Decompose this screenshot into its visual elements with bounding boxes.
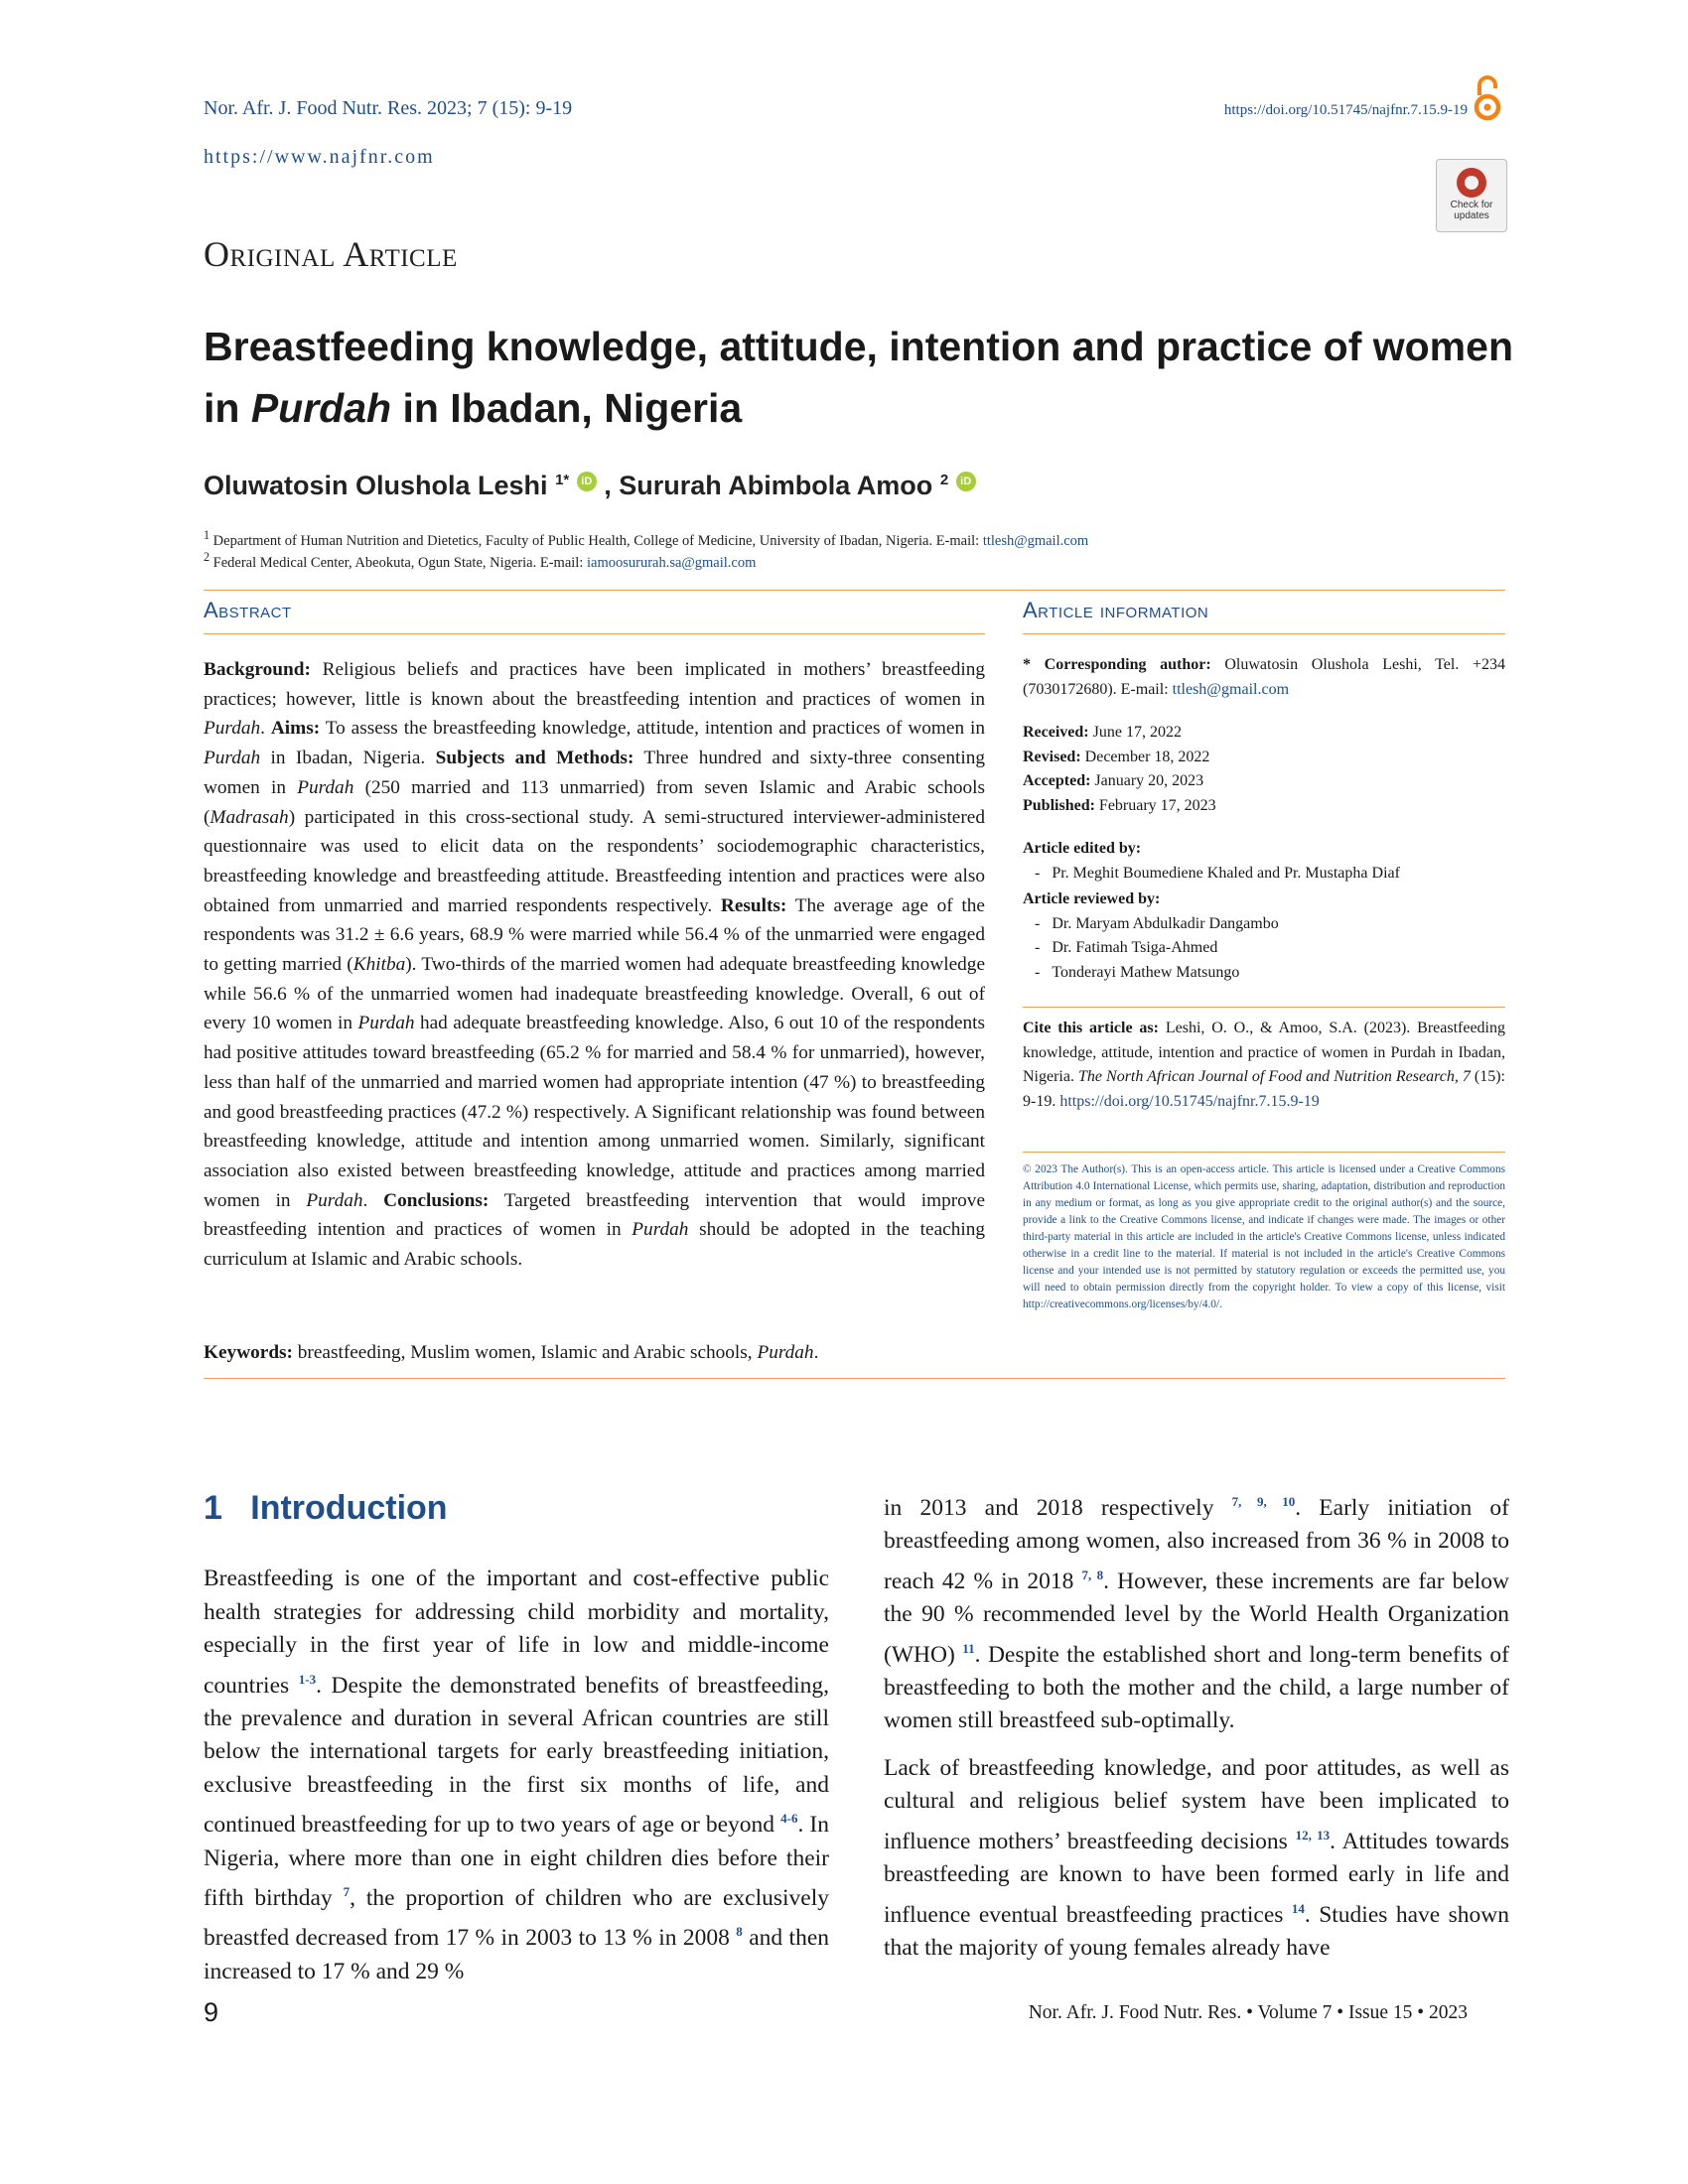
article-dates: Received: June 17, 2022 Revised: December 18, 2022 Accepted: January 20, 2023 Published: February 17, 2023 <box>1023 724 1216 814</box>
article-info-heading: Article information <box>1023 598 1209 622</box>
journal-citation: Nor. Afr. J. Food Nutr. Res. 2023; 7 (15): 9-19 <box>204 97 573 119</box>
citation-doi-link[interactable]: https://doi.org/10.51745/najfnr.7.15.9-19 <box>1059 1092 1320 1110</box>
intro-left-column: Breastfeeding is one of the important and cost-effective public health strategies for addressing child morbidity and mortality, especially in the first year of life in low and middle-income countries $^{1-3}$. Despite the demonstrated benefits of breastfeeding, the prevalence and duration in several African countries are still below the international targets for early breastfeeding initiation, exclusive breastfeeding in the first six months of life, and continued breastfeeding for up to two years of age or beyond $^{4-6}$. In Nigeria, where more than one in eight children dies before their fifth birthday $^7$, the proportion of children who are exclusively breastfed decreased from 17 % in 2003 to 13 % in 2008 $^8$ and then increased to 17 % and 29 % <box>204 1566 830 1984</box>
author-name: Oluwatosin Olushola Leshi <box>204 471 548 500</box>
affiliation-1: $^1$ Department of Human Nutrition and Dietetics, Faculty of Public Health, College of Medicine, University of Ibadan, Nigeria. E-mail: ttlesh@gmail.com <box>204 528 1089 549</box>
editor-name: Pr. Meghit Boumediene Khaled and Pr. Mustapha Diaf <box>1052 864 1400 882</box>
divider <box>204 590 1505 591</box>
divider <box>1023 1152 1505 1153</box>
journal-website-link[interactable]: https://www.najfnr.com <box>204 146 435 168</box>
abstract-body: Background: Religious beliefs and practices have been implicated in mothers’ breastfeeding practices; however, little is known about the breastfeeding intention and practices of women in Purdah. Aims: To assess the breastfeeding knowledge, attitude, intention and practices of women in Purdah in Ibadan, Nigeria. Subjects and Methods: Three hundred and sixty-three consenting women in Purdah (250 married and 113 unmarried) from seven Islamic and Arabic schools (Madrasah) participated in this cross-sectional study. A semi-structured interviewer-administered questionnaire was used to elicit data on the respondents’ sociodemographic characteristics, breastfeeding knowledge and breastfeeding attitude. Breastfeeding intention and practices were also obtained from unmarried and married respondents respectively. Results: The average age of the respondents was 31.2 ± 6.6 years, 68.9 % were married while 56.4 % of the unmarried were engaged to getting married (Khitba). Two-thirds of the married women had adequate breastfeeding knowledge while 56.6 % of the unmarried women had inadequate breastfeeding knowledge. Overall, 6 out of every 10 women in Purdah had adequate breastfeeding knowledge. Also, 6 out 10 of the respondents had positive attitudes toward breastfeeding (65.2 % for married and 58.4 % for unmarried), however, less than half of the unmarried and married women had appropriate intention (47 %) to breastfeeding and good breastfeeding practices (47.2 %) respectively. A Significant relationship was found between breastfeeding knowledge, attitude and intention among unmarried women. Similarly, significant association also existed between breastfeeding knowledge, attitude and practices among married women in Purdah. Conclusions: Targeted breastfeeding intervention that would improve breastfeeding intention and practices of women in Purdah should be adopted in the teaching curriculum at Islamic and Arabic schools. <box>204 659 986 1271</box>
footer-journal: Nor. Afr. J. Food Nutr. Res. • Volume 7 • Issue 15 • 2023 <box>1028 2002 1468 2023</box>
divider <box>1023 1007 1505 1008</box>
corresponding-email-link[interactable]: ttlesh@gmail.com <box>1172 680 1290 698</box>
check-updates-label: Check for updates <box>1450 200 1493 221</box>
orcid-icon[interactable]: iD <box>577 472 597 491</box>
doi-link[interactable]: https://doi.org/10.51745/najfnr.7.15.9-19 <box>1223 102 1468 118</box>
affiliation-2: $^2$ Federal Medical Center, Abeokuta, Ogun State, Nigeria. E-mail: iamoosururah.sa@gmail.com <box>204 550 757 571</box>
article-type: Original Article <box>204 234 458 274</box>
divider <box>204 1378 1505 1379</box>
author-list: Oluwatosin Olushola Leshi $^{1*}$ iD , Sururah Abimbola Amoo $^2$ iD <box>204 471 976 501</box>
affiliation-email-link[interactable]: ttlesh@gmail.com <box>982 532 1089 549</box>
orcid-icon[interactable]: iD <box>956 472 976 491</box>
author-name: Sururah Abimbola Amoo <box>619 471 933 500</box>
reviewer-name: Tonderayi Mathew Matsungo <box>1052 963 1240 981</box>
editors-section: Article edited by: - Pr. Meghit Boumediene Khaled and Pr. Mustapha Diaf Article reviewed by: - Dr. Maryam Abdulkadir Dangambo - Dr. Fatimah Tsiga-Ahmed - Tonderayi Mathew Matsungo <box>1023 840 1400 981</box>
article-title: Breastfeeding knowledge, attitude, intention and practice of women in Purdah in Ibadan, Nigeria <box>204 324 1513 431</box>
affiliation-email-link[interactable]: iamoosururah.sa@gmail.com <box>586 554 757 571</box>
divider <box>204 633 985 634</box>
check-updates-icon <box>1457 168 1486 198</box>
open-access-icon <box>1473 73 1502 123</box>
intro-right-column: in 2013 and 2018 respectively $^{7, 9, 10}$. Early initiation of breastfeeding among women, also increased from 36 % in 2008 to reach 42 % in 2018 $^{7, 8}$. However, these increments are far below the 90 % recommended level by the World Health Organization (WHO) $^{11}$. Despite the established short and long-term benefits of breastfeeding to both the mother and the child, a large number of women still breastfeed sub-optimally. Lack of breastfeeding knowledge, and poor attitudes, as well as cultural and religious belief system have been implicated to influence mothers’ breastfeeding decisions $^{12, 13}$. Attitudes towards breastfeeding are known to have been formed early in life and influence eventual breastfeeding practices $^{14}$. Studies have shown that the majority of young females already have <box>884 1494 1509 1962</box>
page-number: 9 <box>204 1997 219 2027</box>
reviewer-name: Dr. Maryam Abdulkadir Dangambo <box>1052 914 1279 932</box>
abstract-heading: Abstract <box>204 598 292 622</box>
corresponding-author: * Corresponding author: Oluwatosin Olushola Leshi, Tel. +234 (7030172680). E-mail: ttlesh@gmail.com <box>1023 656 1506 698</box>
check-for-updates-badge[interactable] <box>1436 159 1507 232</box>
reviewer-name: Dr. Fatimah Tsiga-Ahmed <box>1052 939 1218 956</box>
keywords: Keywords: breastfeeding, Muslim women, Islamic and Arabic schools, Purdah. <box>204 1342 819 1363</box>
divider <box>1023 633 1505 634</box>
license-text: © 2023 The Author(s). This is an open-access article. This article is licensed under a Creative Commons Attribution 4.0 International License, which permits use, sharing, adaptation, distribution and reproduction in any medium or format, as long as you give appropriate credit to the original author(s) and the source, provide a link to the Creative Commons license, and indicate if changes were made. The images or other third-party material in this article are included in the article's Creative Commons license, unless indicated otherwise in a credit line to the material. If material is not included in the article's Creative Commons license and your intended use is not permitted by statutory regulation or exceeds the permitted use, you will need to obtain permission directly from the copyright holder. To view a copy of this license, visit http://creativecommons.org/licenses/by/4.0/. <box>1023 1163 1505 1310</box>
citation: Cite this article as: Leshi, O. O., & Amoo, S.A. (2023). Breastfeeding knowledge, attitude, intention and practice of women in Purdah in Ibadan, Nigeria. The North African Journal of Food and Nutrition Research, 7 (15): 9-19. https://doi.org/10.51745/najfnr.7.15.9-19 <box>1023 1020 1506 1110</box>
section-heading-introduction: 1 Introduction <box>204 1489 448 1527</box>
